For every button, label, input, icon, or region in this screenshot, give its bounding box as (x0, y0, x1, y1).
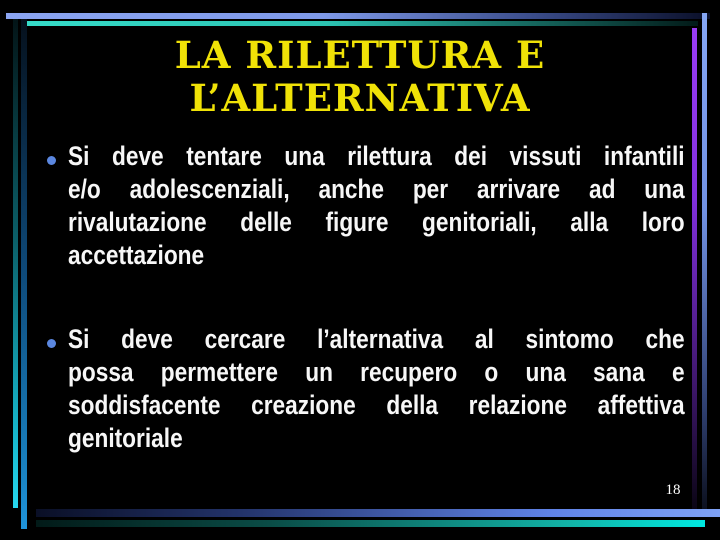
bullet-1-line-4: accettazione (68, 240, 205, 270)
bullet-2-line-3: soddisfacente creazione della relazione affettiva (68, 390, 685, 420)
bottom-blue-gradient-bar (36, 509, 720, 517)
slide-title (0, 34, 720, 120)
bullet-1-line-2: e/o adolescenziali, anche per arrivare ad una (68, 174, 685, 204)
bullet-2-line-4: genitoriale (68, 423, 183, 453)
bullet-text-1 (68, 140, 685, 272)
bullet-list (40, 140, 720, 506)
bullet-2-line-1: Si deve cercare l’alternativa al sintomo che (68, 324, 685, 354)
bullet-2-line-2: possa permettere un recupero o una sana e (68, 357, 685, 387)
page-number: 18 (665, 482, 681, 498)
bullet-item-2 (40, 323, 720, 455)
slide-title-line-1: LA RILETTURA E (174, 33, 546, 77)
bullet-text-2 (68, 323, 685, 455)
bullet-item-1 (40, 140, 720, 272)
slide-title-line-2: L’ALTERNATIVA (189, 76, 531, 120)
top-cyan-gradient-bar (22, 21, 698, 26)
bullet-dot-icon (47, 339, 56, 348)
bullet-dot-icon (47, 156, 56, 165)
bullet-1-line-1: Si deve tentare una rilettura dei vissuti infantili (68, 141, 685, 171)
bottom-cyan-gradient-bar (36, 520, 705, 527)
top-blue-gradient-bar (6, 13, 710, 19)
bullet-1-line-3: rivalutazione delle figure genitoriali, alla loro (68, 207, 685, 237)
